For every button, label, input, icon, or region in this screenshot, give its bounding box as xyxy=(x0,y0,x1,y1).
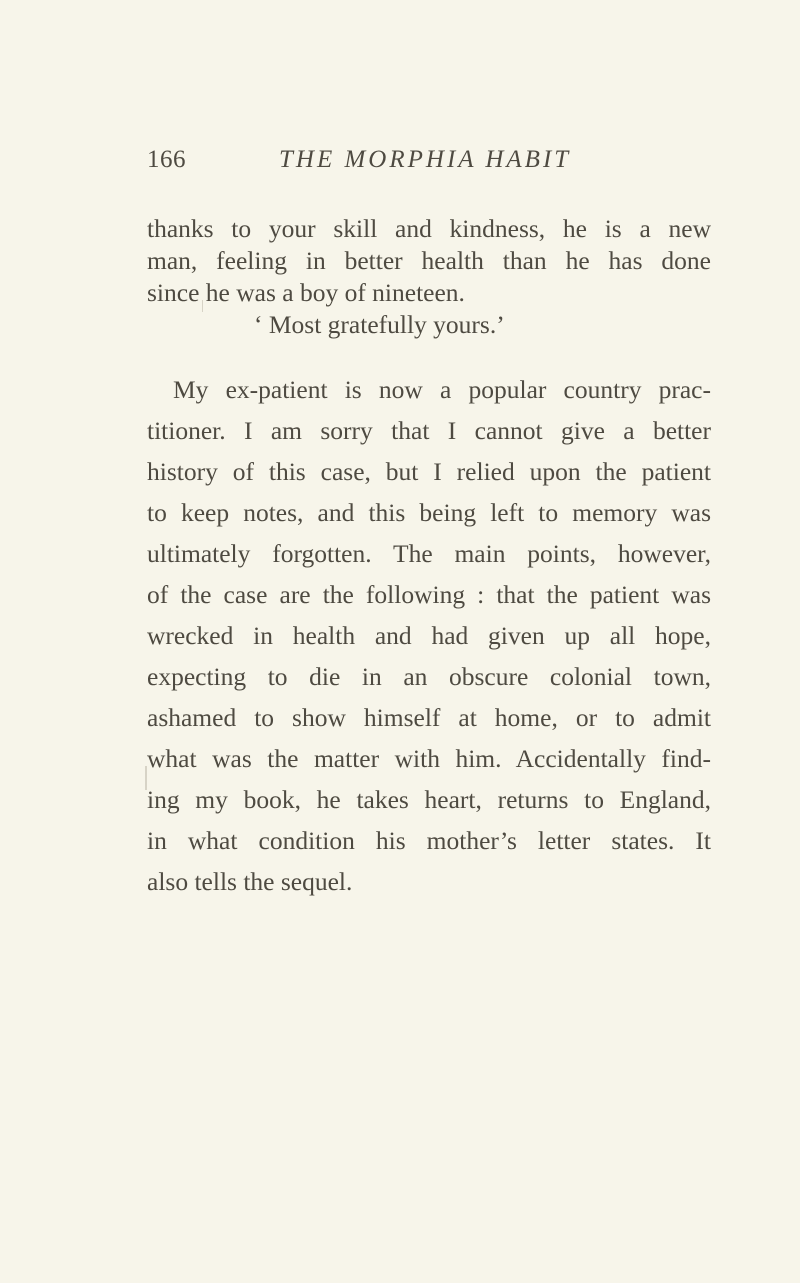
text-line: expecting to die in an obscure colonial town, xyxy=(147,662,711,691)
text-line: ultimately forgotten. The main points, however, xyxy=(147,539,711,568)
letter-closing: ‘ Most gratefully yours.’ xyxy=(254,310,505,339)
text-line: since he was a boy of nineteen. xyxy=(147,278,465,307)
running-title: THE MORPHIA HABIT xyxy=(279,146,572,173)
paragraph-2 xyxy=(147,369,711,902)
page-number: 166 xyxy=(147,146,186,173)
text-line: thanks to your skill and kindness, he is a new xyxy=(147,214,711,243)
text-line: in what condition his mother’s letter states. It xyxy=(147,826,711,855)
text-line: of the case are the following : that the patient was xyxy=(147,580,711,609)
paper-mark xyxy=(145,766,147,790)
text-line: also tells the sequel. xyxy=(147,867,353,896)
text-line: man, feeling in better health than he has done xyxy=(147,246,711,275)
text-line: what was the matter with him. Accidentally find- xyxy=(147,744,711,773)
text-line: ashamed to show himself at home, or to admit xyxy=(147,703,711,732)
paper-mark xyxy=(202,300,203,312)
text-line: My ex-patient is now a popular country prac- xyxy=(173,375,711,404)
text-line: ing my book, he takes heart, returns to England, xyxy=(147,785,711,814)
running-head xyxy=(147,146,707,186)
text-line: titioner. I am sorry that I cannot give a better xyxy=(147,416,711,445)
body-text xyxy=(147,213,711,902)
paragraph-1 xyxy=(147,213,711,341)
text-line: to keep notes, and this being left to memory was xyxy=(147,498,711,527)
text-line: history of this case, but I relied upon the patient xyxy=(147,457,711,486)
text-line: wrecked in health and had given up all hope, xyxy=(147,621,711,650)
